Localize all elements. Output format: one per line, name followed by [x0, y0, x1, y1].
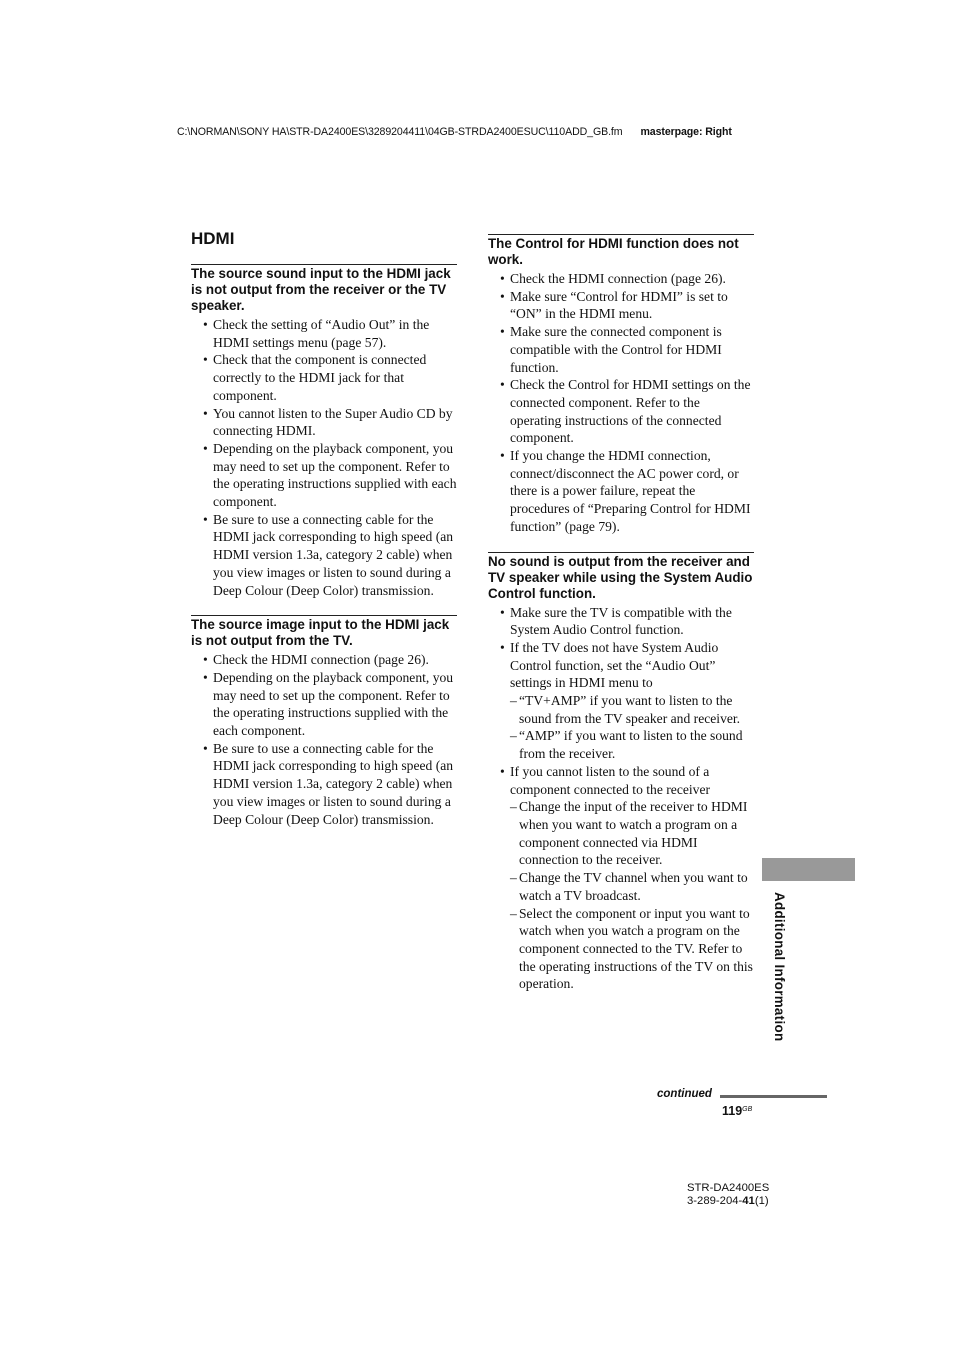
list-item: • Depending on the playback component, you may need to set up the component. Refer to the operating instructions supplied with each component. [191, 440, 457, 511]
list-item-text: If the TV does not have System Audio Control function, set the “Audio Out” settings in HDMI menu to [510, 639, 719, 691]
sub-list-item: – Select the component or input you want to watch when you watch a program on the component connected to the TV. Refer to the operating instructions of the TV on this operation. [510, 905, 754, 994]
topic-title-sound-not-output: The source sound input to the HDMI jack is not output from the receiver or the TV speaker. [191, 264, 457, 314]
sub-list [510, 692, 754, 763]
topic1-list [191, 316, 457, 599]
model-code-suffix: (1) [754, 1195, 769, 1207]
sub-list-item: – “TV+AMP” if you want to listen to the sound from the TV speaker and receiver. [510, 692, 754, 727]
section-tab-marker [762, 858, 855, 881]
list-item: • Depending on the playback component, you may need to set up the component. Refer to the operating instructions supplied with the each component. [191, 669, 457, 740]
topic2-list [191, 651, 457, 828]
sub-list-item: – Change the TV channel when you want to watch a TV broadcast. [510, 869, 754, 904]
model-code [687, 1195, 769, 1208]
topic3-list [488, 270, 754, 536]
page-number-suffix: GB [742, 1106, 753, 1113]
sub-list-item: – “AMP” if you want to listen to the sound from the receiver. [510, 727, 754, 762]
section-title: HDMI [191, 229, 235, 248]
list-item: • Be sure to use a connecting cable for the HDMI jack corresponding to high speed (an HDMI version 1.3a, category 2 cable) when you view images or listen to sound during a Deep Colour (Deep Color) transmission. [191, 511, 457, 600]
list-item: • Check the HDMI connection (page 26). [191, 651, 457, 669]
list-item: • You cannot listen to the Super Audio CD by connecting HDMI. [191, 405, 457, 440]
model-info [687, 1182, 769, 1208]
list-item: • Check the setting of “Audio Out” in the HDMI settings menu (page 57). [191, 316, 457, 351]
model-name: STR-DA2400ES [687, 1182, 770, 1194]
continued-label: continued [657, 1088, 712, 1100]
list-item [488, 639, 754, 763]
list-item: • Make sure “Control for HDMI” is set to “ON” in the HDMI menu. [488, 288, 754, 323]
list-item: • Check that the component is connected correctly to the HDMI jack for that component. [191, 351, 457, 404]
right-column [488, 234, 754, 1009]
list-item: • Be sure to use a connecting cable for the HDMI jack corresponding to high speed (an HDMI version 1.3a, category 2 cable) when you view images or listen to sound during a Deep Colour (Deep Color) transmission. [191, 740, 457, 829]
list-item: • Make sure the TV is compatible with the System Audio Control function. [488, 604, 754, 639]
list-item: • If you change the HDMI connection, connect/disconnect the AC power cord, or there is a power failure, repeat the procedures of “Preparing Control for HDMI function” (page 79). [488, 447, 754, 536]
list-item-text: If you cannot listen to the sound of a component connected to the receiver [510, 763, 711, 797]
topic-title-image-not-output: The source image input to the HDMI jack is not output from the TV. [191, 615, 457, 649]
topic4-list [488, 604, 754, 993]
file-path-header [177, 126, 732, 138]
continued-rule [720, 1095, 827, 1098]
model-code-bold: 41 [742, 1195, 755, 1207]
file-path: C:\NORMAN\SONY HA\STR-DA2400ES\3289204411\04GB-STRDA2400ESUC\110ADD_GB.fm [177, 126, 623, 138]
list-item: • Check the HDMI connection (page 26). [488, 270, 754, 288]
model-code-prefix: 3-289-204- [687, 1195, 743, 1207]
sub-list [510, 798, 754, 993]
left-column [191, 229, 457, 844]
side-section-label: Additional Information [772, 892, 787, 1042]
list-item: • Make sure the connected component is compatible with the Control for HDMI function. [488, 323, 754, 376]
topic-title-control-for-hdmi: The Control for HDMI function does not work. [488, 234, 754, 268]
topic-title-system-audio-control: No sound is output from the receiver and TV speaker while using the System Audio Control function. [488, 553, 753, 601]
sub-list-item: – Change the input of the receiver to HDMI when you want to watch a program on a component connected via HDMI connection to the receiver. [510, 798, 754, 869]
list-item: • Check the Control for HDMI settings on the connected component. Refer to the operating instructions of the connected component. [488, 376, 754, 447]
masterpage-label: masterpage: Right [640, 126, 732, 138]
page-number-value: 119 [722, 1104, 743, 1118]
page-number [722, 1104, 752, 1118]
list-item [488, 763, 754, 993]
